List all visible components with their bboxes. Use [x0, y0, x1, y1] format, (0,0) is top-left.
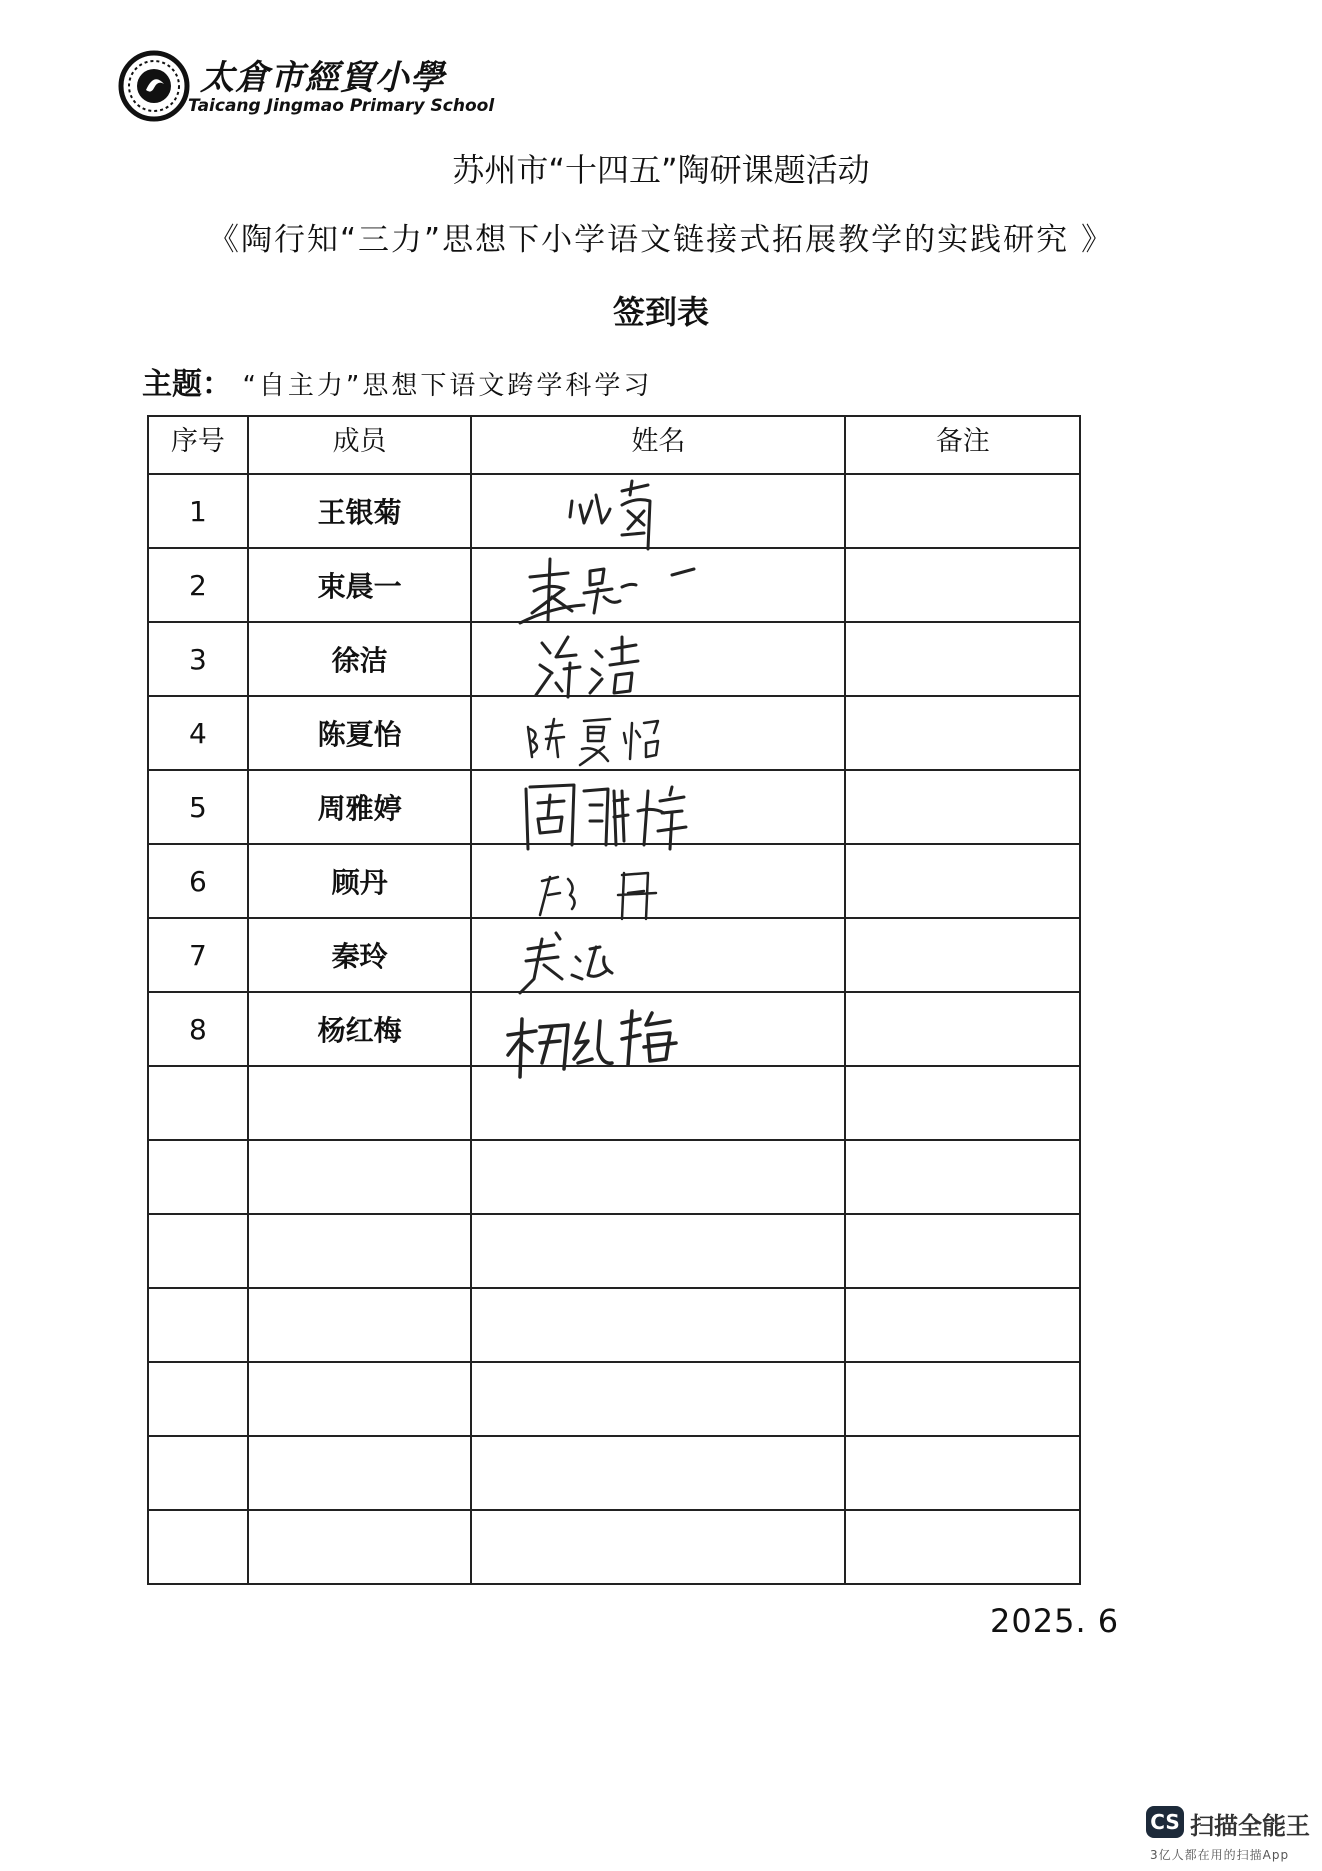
scanner-app-tagline: 3亿人都在用的扫描App	[1150, 1848, 1290, 1862]
topic-line	[142, 359, 652, 403]
row-remarks	[845, 474, 1080, 548]
header-signature: 姓名	[471, 416, 845, 474]
row-index: 7	[148, 918, 248, 992]
sheet-date: 2025. 6	[990, 1602, 1120, 1640]
row-index: 1	[148, 474, 248, 548]
table-row	[148, 992, 1080, 1066]
row-index: 8	[148, 992, 248, 1066]
row-member: 秦玲	[248, 918, 472, 992]
row-signature	[471, 622, 845, 696]
row-remarks	[845, 696, 1080, 770]
table-row	[148, 474, 1080, 548]
topic-label: 主题：	[142, 367, 232, 402]
table-row	[148, 622, 1080, 696]
topic-value: “自主力”思想下语文跨学科学习	[242, 371, 653, 401]
row-signature	[471, 474, 845, 548]
table-row	[148, 1288, 1080, 1362]
row-index: 3	[148, 622, 248, 696]
row-index: 2	[148, 548, 248, 622]
row-member: 杨红梅	[248, 992, 472, 1066]
row-member: 周雅婷	[248, 770, 472, 844]
row-signature	[471, 770, 845, 844]
row-member: 王银菊	[248, 474, 472, 548]
row-signature	[471, 548, 845, 622]
table-row	[148, 548, 1080, 622]
school-emblem-icon	[118, 50, 190, 122]
row-remarks	[845, 992, 1080, 1066]
table-row	[148, 918, 1080, 992]
header-member: 成员	[248, 416, 472, 474]
header-index: 序号	[148, 416, 248, 474]
row-member: 徐洁	[248, 622, 472, 696]
row-remarks	[845, 548, 1080, 622]
research-title: 《陶行知“三力”思想下小学语文链接式拓展教学的实践研究 》	[208, 222, 1114, 258]
activity-title: 苏州市“十四五”陶研课题活动	[452, 151, 870, 189]
row-index: 5	[148, 770, 248, 844]
table-row	[148, 844, 1080, 918]
school-name-cn: 太倉市經貿小學	[200, 58, 445, 98]
table-row	[148, 1510, 1080, 1584]
school-logo	[118, 50, 495, 130]
row-index: 4	[148, 696, 248, 770]
table-row	[148, 1436, 1080, 1510]
scanner-app-name: 扫描全能王	[1190, 1812, 1310, 1840]
row-signature	[471, 918, 845, 992]
row-index: 6	[148, 844, 248, 918]
row-remarks	[845, 622, 1080, 696]
scanner-app-icon: CS	[1146, 1806, 1184, 1838]
row-signature	[471, 844, 845, 918]
row-signature	[471, 696, 845, 770]
table-row	[148, 1140, 1080, 1214]
table-row	[148, 770, 1080, 844]
row-remarks	[845, 918, 1080, 992]
table-row	[148, 1066, 1080, 1140]
row-signature	[471, 992, 845, 1066]
row-member: 陈夏怡	[248, 696, 472, 770]
sheet-title: 签到表	[612, 293, 709, 331]
header-remarks: 备注	[845, 416, 1080, 474]
sign-in-table	[147, 415, 1081, 1585]
row-remarks	[845, 844, 1080, 918]
row-remarks	[845, 770, 1080, 844]
school-name-en: Taicang Jingmao Primary School	[188, 96, 495, 116]
table-row	[148, 696, 1080, 770]
row-member: 束晨一	[248, 548, 472, 622]
table-row	[148, 1214, 1080, 1288]
table-row	[148, 1362, 1080, 1436]
row-member: 顾丹	[248, 844, 472, 918]
handwritten-signature	[472, 983, 847, 1075]
